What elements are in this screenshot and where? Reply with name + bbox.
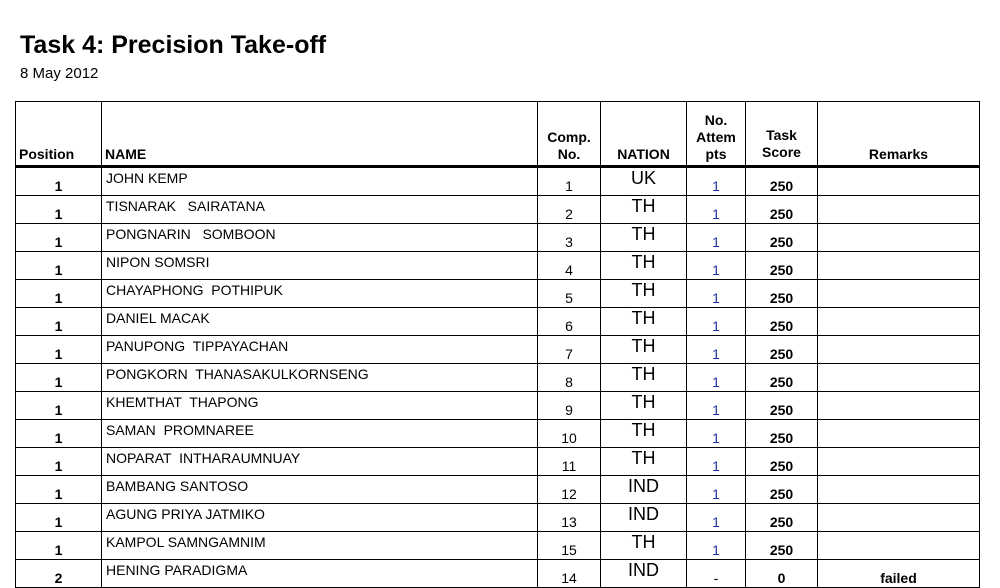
header-name: NAME xyxy=(102,102,538,167)
cell-attempts: - xyxy=(687,560,746,588)
header-attempts xyxy=(687,102,746,167)
cell-attempts: 1 xyxy=(687,252,746,280)
cell-nation: TH xyxy=(601,392,687,420)
cell-position: 1 xyxy=(16,392,102,420)
cell-score: 250 xyxy=(746,308,818,336)
cell-score: 250 xyxy=(746,167,818,196)
cell-name: PONGKORN THANASAKULKORNSENG xyxy=(102,364,538,392)
cell-name: NIPON SOMSRI xyxy=(102,252,538,280)
cell-attempts: 1 xyxy=(687,308,746,336)
table-row xyxy=(16,252,980,280)
cell-name: KAMPOL SAMNGAMNIM xyxy=(102,532,538,560)
cell-score: 250 xyxy=(746,196,818,224)
table-row xyxy=(16,560,980,588)
table-row xyxy=(16,167,980,196)
cell-score: 0 xyxy=(746,560,818,588)
cell-position: 1 xyxy=(16,420,102,448)
cell-position: 1 xyxy=(16,532,102,560)
cell-score: 250 xyxy=(746,252,818,280)
cell-attempts: 1 xyxy=(687,167,746,196)
cell-position: 1 xyxy=(16,280,102,308)
cell-attempts: 1 xyxy=(687,476,746,504)
cell-score: 250 xyxy=(746,336,818,364)
cell-score: 250 xyxy=(746,364,818,392)
cell-position: 1 xyxy=(16,196,102,224)
cell-name: BAMBANG SANTOSO xyxy=(102,476,538,504)
header-att-line2: Attem xyxy=(696,129,736,145)
cell-position: 1 xyxy=(16,504,102,532)
header-score-line2: Score xyxy=(762,144,801,160)
cell-comp-no: 7 xyxy=(538,336,601,364)
table-row xyxy=(16,448,980,476)
cell-position: 1 xyxy=(16,336,102,364)
cell-comp-no: 5 xyxy=(538,280,601,308)
cell-name: HENING PARADIGMA xyxy=(102,560,538,588)
cell-name: PANUPONG TIPPAYACHAN xyxy=(102,336,538,364)
table-row xyxy=(16,476,980,504)
header-nation: NATION xyxy=(601,102,687,167)
cell-score: 250 xyxy=(746,448,818,476)
cell-score: 250 xyxy=(746,476,818,504)
cell-remarks xyxy=(818,224,980,252)
cell-nation: TH xyxy=(601,308,687,336)
cell-attempts: 1 xyxy=(687,364,746,392)
header-comp-line1: Comp. xyxy=(547,129,591,145)
cell-comp-no: 14 xyxy=(538,560,601,588)
cell-position: 1 xyxy=(16,448,102,476)
header-att-line1: No. xyxy=(704,112,728,128)
header-comp-line2: No. xyxy=(557,146,581,162)
table-row xyxy=(16,420,980,448)
cell-name: SAMAN PROMNAREE xyxy=(102,420,538,448)
cell-nation: TH xyxy=(601,224,687,252)
cell-comp-no: 8 xyxy=(538,364,601,392)
cell-name: CHAYAPHONG POTHIPUK xyxy=(102,280,538,308)
cell-score: 250 xyxy=(746,504,818,532)
cell-nation: TH xyxy=(601,420,687,448)
cell-attempts: 1 xyxy=(687,336,746,364)
cell-comp-no: 9 xyxy=(538,392,601,420)
results-table xyxy=(15,101,980,588)
cell-remarks xyxy=(818,252,980,280)
table-row xyxy=(16,308,980,336)
cell-attempts: 1 xyxy=(687,448,746,476)
cell-nation: TH xyxy=(601,448,687,476)
header-row xyxy=(16,102,980,167)
cell-name: TISNARAK SAIRATANA xyxy=(102,196,538,224)
cell-remarks xyxy=(818,196,980,224)
table-row xyxy=(16,532,980,560)
cell-comp-no: 10 xyxy=(538,420,601,448)
cell-score: 250 xyxy=(746,224,818,252)
cell-score: 250 xyxy=(746,280,818,308)
cell-comp-no: 13 xyxy=(538,504,601,532)
cell-remarks xyxy=(818,392,980,420)
cell-score: 250 xyxy=(746,392,818,420)
cell-remarks xyxy=(818,280,980,308)
cell-nation: TH xyxy=(601,280,687,308)
cell-name: NOPARAT INTHARAUMNUAY xyxy=(102,448,538,476)
cell-comp-no: 2 xyxy=(538,196,601,224)
cell-name: KHEMTHAT THAPONG xyxy=(102,392,538,420)
page-date: 8 May 2012 xyxy=(20,65,99,82)
header-comp-no xyxy=(538,102,601,167)
cell-attempts: 1 xyxy=(687,504,746,532)
cell-nation: IND xyxy=(601,504,687,532)
cell-score: 250 xyxy=(746,532,818,560)
cell-remarks xyxy=(818,336,980,364)
cell-remarks: failed xyxy=(818,560,980,588)
cell-remarks xyxy=(818,364,980,392)
table-row xyxy=(16,224,980,252)
cell-remarks xyxy=(818,476,980,504)
table-row xyxy=(16,196,980,224)
cell-attempts: 1 xyxy=(687,280,746,308)
cell-attempts: 1 xyxy=(687,392,746,420)
cell-remarks xyxy=(818,167,980,196)
cell-nation: TH xyxy=(601,532,687,560)
cell-comp-no: 11 xyxy=(538,448,601,476)
cell-position: 1 xyxy=(16,308,102,336)
results-body xyxy=(16,167,980,588)
cell-attempts: 1 xyxy=(687,532,746,560)
cell-nation: TH xyxy=(601,336,687,364)
cell-position: 1 xyxy=(16,252,102,280)
cell-name: PONGNARIN SOMBOON xyxy=(102,224,538,252)
header-position: Position xyxy=(16,102,102,167)
cell-name: JOHN KEMP xyxy=(102,167,538,196)
table-row xyxy=(16,504,980,532)
cell-position: 1 xyxy=(16,476,102,504)
cell-attempts: 1 xyxy=(687,420,746,448)
cell-remarks xyxy=(818,448,980,476)
table-row xyxy=(16,280,980,308)
cell-name: AGUNG PRIYA JATMIKO xyxy=(102,504,538,532)
cell-attempts: 1 xyxy=(687,196,746,224)
header-att-line3: pts xyxy=(705,146,727,162)
header-score xyxy=(746,102,818,167)
header-score-line1: Task xyxy=(766,127,797,143)
table-row xyxy=(16,336,980,364)
cell-comp-no: 12 xyxy=(538,476,601,504)
cell-nation: IND xyxy=(601,476,687,504)
cell-comp-no: 6 xyxy=(538,308,601,336)
cell-comp-no: 1 xyxy=(538,167,601,196)
table-row xyxy=(16,392,980,420)
cell-comp-no: 15 xyxy=(538,532,601,560)
cell-remarks xyxy=(818,420,980,448)
cell-position: 1 xyxy=(16,224,102,252)
cell-position: 2 xyxy=(16,560,102,588)
cell-name: DANIEL MACAK xyxy=(102,308,538,336)
header-remarks: Remarks xyxy=(818,102,980,167)
cell-nation: TH xyxy=(601,196,687,224)
cell-nation: IND xyxy=(601,560,687,588)
cell-nation: TH xyxy=(601,252,687,280)
cell-nation: TH xyxy=(601,364,687,392)
table-row xyxy=(16,364,980,392)
cell-comp-no: 4 xyxy=(538,252,601,280)
cell-position: 1 xyxy=(16,167,102,196)
cell-score: 250 xyxy=(746,420,818,448)
cell-remarks xyxy=(818,504,980,532)
page-title: Task 4: Precision Take-off xyxy=(20,31,327,59)
cell-remarks xyxy=(818,532,980,560)
cell-remarks xyxy=(818,308,980,336)
cell-comp-no: 3 xyxy=(538,224,601,252)
cell-attempts: 1 xyxy=(687,224,746,252)
cell-position: 1 xyxy=(16,364,102,392)
cell-nation: UK xyxy=(601,167,687,196)
